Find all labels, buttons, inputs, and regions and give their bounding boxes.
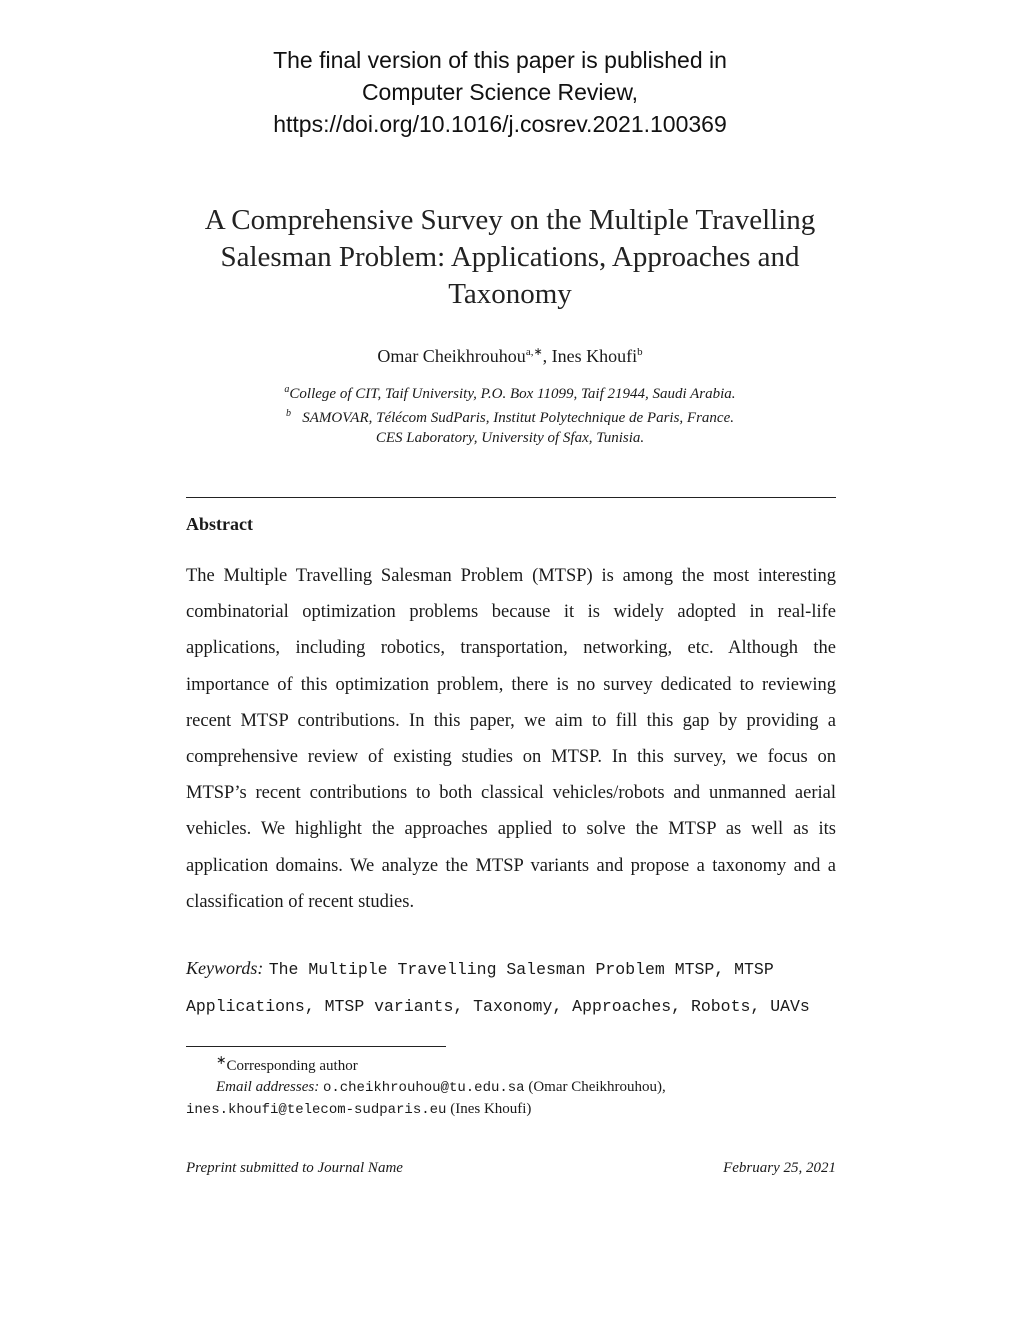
email-1-owner: (Omar Cheikhrouhou),: [528, 1079, 666, 1095]
footnote: [186, 1050, 846, 1121]
publication-notice: [0, 44, 1000, 140]
affiliation-b: [0, 404, 1020, 428]
author-2-name: Ines Khoufi: [551, 346, 638, 366]
abstract-heading: Abstract: [186, 514, 253, 534]
title-line-1: A Comprehensive Survey on the Multiple Travelling: [204, 204, 816, 236]
title-line-3: Taxonomy: [448, 278, 572, 310]
footnote-rule: [186, 1046, 446, 1047]
email-2-link[interactable]: ines.khoufi@telecom-sudparis.eu: [186, 1102, 447, 1118]
affiliations: [0, 380, 1020, 448]
author-2-affil-mark: b: [637, 346, 643, 358]
email-2-owner: (Ines Khoufi): [450, 1101, 532, 1117]
keywords-label: Keywords:: [186, 958, 264, 978]
keywords: [186, 950, 836, 1025]
notice-line-1: The final version of this paper is published in: [273, 47, 727, 73]
abstract-body: The Multiple Travelling Salesman Problem (MTSP) is among the most interesting combinatorial optimization problems because it is widely adopted in real-life applications, including robotics, transportation, networking, etc. Although the importance of this optimization problem, there is no survey dedicated to reviewing recent MTSP contributions. In this paper, we aim to fill this gap by providing a comprehensive review of existing studies on MTSP. In this survey, we focus on MTSP’s recent contributions to both classical vehicles/robots and unmanned aerial vehicles. We highlight the approaches applied to solve the MTSP as well as its application domains. We analyze the MTSP variants and propose a taxonomy and a classification of recent studies.: [186, 566, 836, 912]
footnote-mark: ∗: [216, 1053, 227, 1067]
notice-doi-link[interactable]: https://doi.org/10.1016/j.cosrev.2021.100369: [273, 111, 727, 137]
affil-a-mark: a: [284, 384, 290, 395]
email-1-link[interactable]: o.cheikhrouhou@tu.edu.sa: [322, 1080, 525, 1096]
author-1-name: Omar Cheikhrouhou: [377, 346, 526, 366]
author-1-affil-mark: a,∗: [525, 346, 543, 358]
affil-b-mark: b: [286, 408, 292, 419]
author-separator: ,: [542, 346, 552, 366]
affiliation-c: CES Laboratory, University of Sfax, Tunisia.: [375, 430, 645, 446]
paper-title: [0, 202, 1020, 313]
preprint-date: February 25, 2021: [723, 1160, 836, 1176]
affil-a-text: College of CIT, Taif University, P.O. Box 11099, Taif 21944, Saudi Arabia.: [289, 386, 736, 402]
author-list: [0, 340, 1020, 368]
preprint-note: Preprint submitted to Journal Name: [186, 1160, 403, 1176]
notice-line-2: Computer Science Review,: [361, 79, 639, 105]
email-label: Email addresses:: [216, 1079, 320, 1095]
abstract-top-rule: [186, 497, 836, 498]
title-line-2: Salesman Problem: Applications, Approaches and: [220, 241, 800, 273]
affil-b-text: SAMOVAR, Télécom SudParis, Institut Polytechnique de Paris, France.: [302, 410, 734, 426]
keywords-text: The Multiple Travelling Salesman Problem MTSP, MTSP Applications, MTSP variants, Taxonomy, Approaches, Robots, UAVs: [186, 960, 810, 1016]
affiliation-a: [0, 380, 1020, 404]
corresponding-author-note: Corresponding author: [226, 1058, 358, 1074]
